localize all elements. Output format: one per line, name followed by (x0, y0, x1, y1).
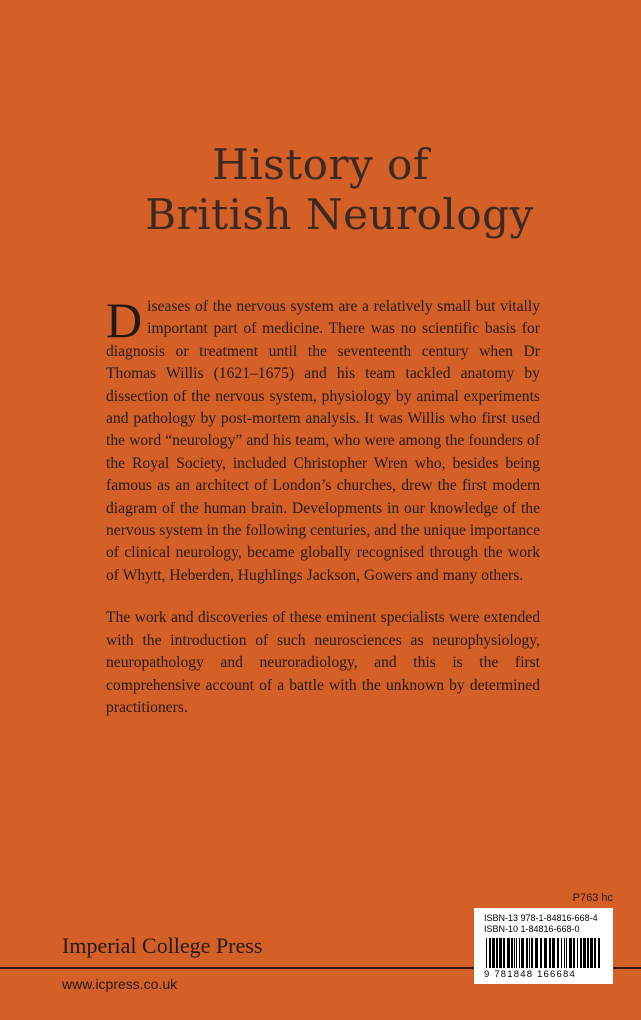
barcode-bar (540, 938, 542, 968)
barcode-bar (564, 938, 565, 968)
isbn13-line (484, 913, 605, 924)
barcode-bar (486, 938, 487, 968)
barcode-bar (552, 938, 555, 968)
barcode-bar (526, 938, 528, 968)
isbn10-value: 1-84816-668-0 (520, 924, 580, 934)
title-line-2: British Neurology (145, 190, 534, 239)
barcode-panel (474, 908, 613, 984)
publisher-website: www.icpress.co.uk (62, 976, 178, 992)
drop-cap: D (106, 292, 143, 348)
blurb-paragraph-2: The work and discoveries of these eminent specialists were extended with the introduction of such neurosciences as neurophysiology, neuropathology and neuroradiology, and this is the first comprehensive account of a battle with the unknown by determined practitioners. (106, 609, 540, 716)
isbn13-value: 978-1-84816-668-4 (520, 913, 598, 923)
barcode-bar (492, 938, 495, 968)
blurb-paragraph-1-text: iseases of the nervous system are a relatively small but vitally important part of medicine. There was no scientific basis for diagnosis or treatment until the seventeenth century when Dr Thomas Willis (1621–1675) and his team tackled anatomy by dissection of the nervous system, physiology by animal experiments and pathology by post-mortem analysis. It was Willis who first used the word “neurology” and his team, who were among the founders of the Royal Society, included Christopher Wren who, besides being famous as an architect of London’s churches, drew the first modern diagram of the human brain. Developments in our knowledge of the nervous system in the following centuries, and the unique importance of clinical neurology, became globally recognised through the work of Whytt, Heberden, Hughlings Jackson, Gowers and many others. (106, 298, 540, 584)
barcode-bar (573, 938, 575, 968)
barcode-bar (499, 938, 502, 968)
barcode-bar (529, 938, 530, 968)
blurb-paragraph-1 (106, 292, 540, 587)
barcode-bar (535, 938, 538, 968)
title-line-1: History of (212, 140, 429, 189)
barcode-bar (544, 938, 547, 968)
barcode-bar (587, 938, 589, 968)
barcode-bar (577, 938, 578, 968)
barcode-bar (566, 938, 567, 968)
barcode-bar (590, 938, 593, 968)
barcode-bar (594, 938, 596, 968)
barcode-bar (583, 938, 586, 968)
isbn10-line (484, 924, 605, 935)
blurb (106, 292, 540, 739)
book-title (0, 140, 641, 240)
barcode-bar (598, 938, 600, 968)
footer-rule-right (613, 967, 641, 969)
publisher-name: Imperial College Press (62, 933, 263, 958)
barcode-bar (496, 938, 498, 968)
barcode-bar (531, 938, 533, 968)
isbn10-label: ISBN-10 (484, 924, 519, 934)
barcode-bar (511, 938, 513, 968)
isbn13-label: ISBN-13 (484, 913, 519, 923)
barcode-digits: 9 781848 166684 (484, 969, 576, 980)
barcode-bar (580, 938, 582, 968)
barcode-bar (503, 938, 505, 968)
product-code: P763 hc (572, 892, 613, 904)
barcode-bars (484, 938, 602, 968)
barcode-bar (557, 938, 559, 968)
barcode-bar (549, 938, 551, 968)
barcode-bar (561, 938, 562, 968)
barcode-bar (521, 938, 524, 968)
barcode-bar (569, 938, 572, 968)
barcode-bar (516, 938, 517, 968)
barcode-bar (514, 938, 515, 968)
barcode-bar (507, 938, 510, 968)
barcode-bar (519, 938, 520, 968)
barcode-bar (489, 938, 491, 968)
footer-rule (0, 967, 474, 969)
